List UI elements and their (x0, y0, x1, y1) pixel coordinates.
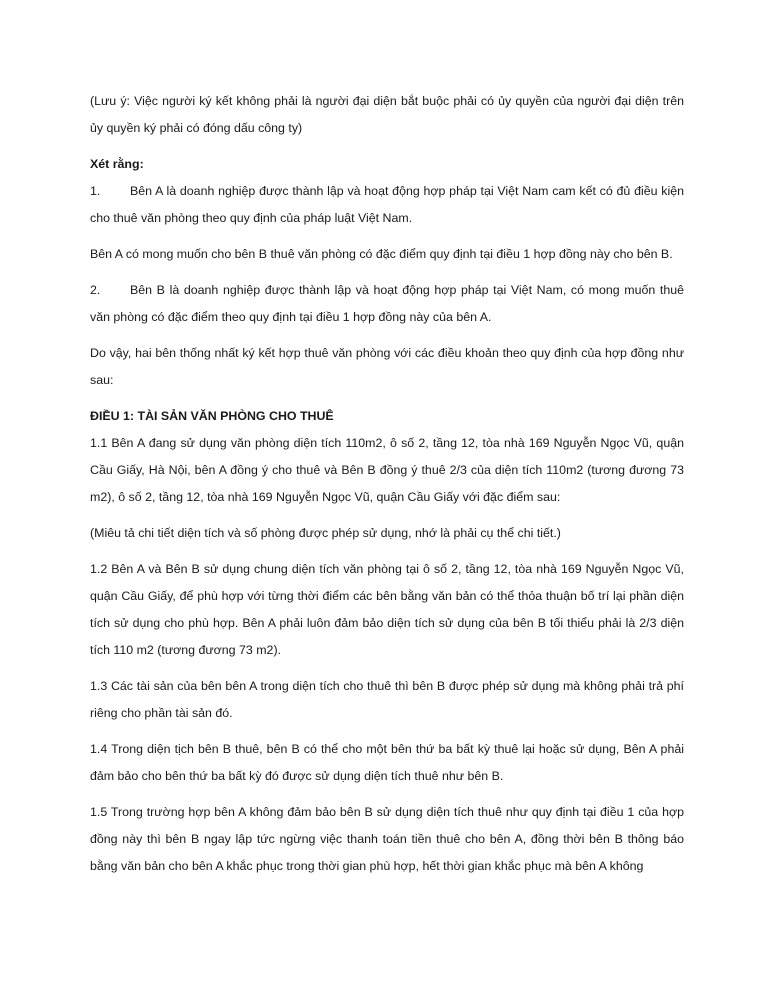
recital-2-number: 2. (90, 283, 101, 297)
recital-heading: Xét rằng: (90, 157, 144, 171)
article-1-heading: ĐIỀU 1: TÀI SẢN VĂN PHÒNG CHO THUÊ (90, 409, 334, 423)
clause-1-1: 1.1 Bên A đang sử dụng văn phòng diện tích 110m2, ô số 2, tầng 12, tòa nhà 169 Nguyễn Ngọc Vũ, quận Cầu Giấy, Hà Nội, bên A đồng ý cho thuê và Bên B đồng ý thuê 2/3 của diện tích 110m2 (tương đương 73 m2), ô số 2, tầng 12, tòa nhà 169 Nguyễn Ngọc Vũ, quận Cầu Giấy với đặc điểm sau: (90, 436, 684, 504)
recital-1-text: Bên A là doanh nghiệp được thành lập và hoạt động hợp pháp tại Việt Nam cam kết có đủ điều kiện cho thuê văn phòng theo quy định của pháp luật Việt Nam. (90, 184, 684, 225)
clause-1-3: 1.3 Các tài sản của bên bên A trong diện tích cho thuê thì bên B được phép sử dụng mà không phải trả phí riêng cho phần tài sản đó. (90, 679, 684, 720)
recital-2-text: Bên B là doanh nghiệp được thành lập và hoạt động hợp pháp tại Việt Nam, có mong muốn thuê văn phòng có đặc điểm theo quy định tại điều 1 hợp đồng này của bên A. (90, 283, 684, 324)
document-page (90, 88, 684, 889)
recital-2 (90, 277, 684, 331)
clause-1-5: 1.5 Trong trường hợp bên A không đảm bảo bên B sử dụng diện tích thuê như quy định tại điều 1 của hợp đồng này thì bên B ngay lập tức ngừng việc thanh toán tiền thuê cho bên A, đồng thời bên B thông báo bằng văn bản cho bên A khắc phục trong thời gian phù hợp, hết thời gian khắc phục mà bên A không (90, 805, 684, 873)
conclusion-paragraph: Do vậy, hai bên thống nhất ký kết hợp thuê văn phòng với các điều khoản theo quy định của hợp đồng như sau: (90, 346, 684, 387)
recital-1 (90, 178, 684, 232)
signing-note: (Lưu ý: Việc người ký kết không phải là người đại diện bắt buộc phải có ủy quyền của người đại diện trên ủy quyền ký phải có đóng dấu công ty) (90, 94, 684, 135)
recital-1-extra: Bên A có mong muốn cho bên B thuê văn phòng có đặc điểm quy định tại điều 1 hợp đồng này cho bên B. (90, 247, 673, 261)
clause-1-1-note: (Miêu tả chi tiết diện tích và số phòng được phép sử dụng, nhớ là phải cụ thể chi tiết.) (90, 526, 561, 540)
clause-1-2: 1.2 Bên A và Bên B sử dụng chung diện tích văn phòng tại ô số 2, tầng 12, tòa nhà 169 Nguyễn Ngọc Vũ, quận Cầu Giấy, để phù hợp với từng thời điểm các bên bằng văn bản có thể thỏa thuận bố trí lại phần diện tích sử dụng cho phù hợp. Bên A phải luôn đảm bảo diện tích sử dụng của bên B tối thiểu phải là 2/3 diện tích 110 m2 (tương đương 73 m2). (90, 562, 684, 657)
recital-1-number: 1. (90, 184, 101, 198)
clause-1-4: 1.4 Trong diện tịch bên B thuê, bên B có thể cho một bên thứ ba bất kỳ thuê lại hoặc sử dụng, Bên A phải đảm bảo cho bên thứ ba bất kỳ đó được sử dụng diện tích thuê như bên B. (90, 742, 684, 783)
